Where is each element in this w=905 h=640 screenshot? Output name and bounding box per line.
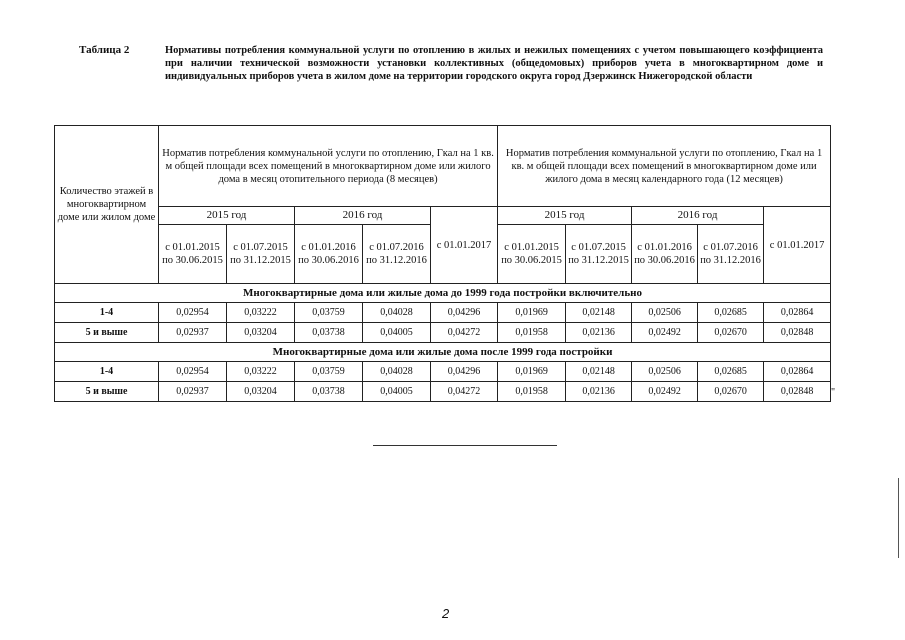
value-cell: 0,02685 (698, 362, 764, 382)
year-header: 2016 год (632, 207, 764, 225)
value-cell: 0,03738 (295, 323, 363, 343)
value-cell: 0,02492 (632, 382, 698, 402)
value-cell: 0,03204 (227, 382, 295, 402)
value-cell: 0,02685 (698, 303, 764, 323)
value-cell: 0,01958 (498, 323, 566, 343)
year-header: 2015 год (498, 207, 632, 225)
period-header: с 01.01.2017 (764, 207, 831, 284)
table-row (55, 362, 831, 382)
value-cell: 0,02136 (566, 323, 632, 343)
period-header: с 01.01.2015 по 30.06.2015 (498, 225, 566, 284)
value-cell: 0,02864 (764, 362, 831, 382)
period-header: с 01.01.2017 (431, 207, 498, 284)
separator-line (373, 445, 557, 446)
year-header: 2016 год (295, 207, 431, 225)
value-cell: 0,01969 (498, 362, 566, 382)
section-header: Многоквартирные дома или жилые дома до 1999 года постройки включительно (55, 284, 831, 303)
value-cell: 0,02848 (764, 382, 831, 402)
scan-margin-mark (898, 478, 899, 558)
value-cell: 0,02670 (698, 382, 764, 402)
period-header: с 01.07.2015 по 31.12.2015 (566, 225, 632, 284)
value-cell: 0,02937 (159, 382, 227, 402)
value-cell: 0,03204 (227, 323, 295, 343)
calendar-year-group-header: Норматив потребления коммунальной услуги по отоплению, Гкал на 1 кв. м общей площади всех помещений в многоквартирном доме или жилого дома в месяц календарного года (12 месяцев) (498, 126, 831, 207)
value-cell: 0,01969 (498, 303, 566, 323)
table-row (55, 323, 831, 343)
value-cell: 0,03759 (295, 303, 363, 323)
value-cell: 0,02954 (159, 362, 227, 382)
year-header: 2015 год (159, 207, 295, 225)
value-cell: 0,04272 (431, 382, 498, 402)
table-row (55, 303, 831, 323)
floors-cell: 1-4 (55, 303, 159, 323)
value-cell: 0,04005 (363, 382, 431, 402)
period-header: с 01.01.2016 по 30.06.2016 (295, 225, 363, 284)
table-caption-title: Нормативы потребления коммунальной услуги по отоплению в жилых и нежилых помещениях с учетом повышающего коэффициента при наличии технической возможности установки коллективных (общедомовых) приборов учета в многоквартирном доме и индивидуальных приборов учета в жилом доме на территории городского округа город Дзержинск Нижегородской области (165, 45, 823, 82)
value-cell: 0,02848 (764, 323, 831, 343)
value-cell: 0,03222 (227, 362, 295, 382)
value-cell: 0,01958 (498, 382, 566, 402)
value-cell: 0,03738 (295, 382, 363, 402)
value-cell: 0,04272 (431, 323, 498, 343)
heating-norms-table (54, 125, 831, 402)
value-cell: 0,02506 (632, 362, 698, 382)
section-header: Многоквартирные дома или жилые дома после 1999 года постройки (55, 343, 831, 362)
value-cell: 0,02954 (159, 303, 227, 323)
period-header: с 01.01.2015 по 30.06.2015 (159, 225, 227, 284)
floors-cell: 5 и выше (55, 382, 159, 402)
value-cell: 0,04296 (431, 362, 498, 382)
period-header: с 01.07.2016 по 31.12.2016 (698, 225, 764, 284)
value-cell: 0,02148 (566, 303, 632, 323)
value-cell: 0,04005 (363, 323, 431, 343)
table-caption-label: Таблица 2 (79, 44, 130, 56)
value-cell: 0,04028 (363, 303, 431, 323)
floors-cell: 1-4 (55, 362, 159, 382)
value-cell: 0,02864 (764, 303, 831, 323)
value-cell: 0,02148 (566, 362, 632, 382)
closing-quote-mark: " (831, 387, 836, 398)
value-cell: 0,04028 (363, 362, 431, 382)
period-header: с 01.07.2016 по 31.12.2016 (363, 225, 431, 284)
value-cell: 0,02136 (566, 382, 632, 402)
value-cell: 0,04296 (431, 303, 498, 323)
value-cell: 0,03222 (227, 303, 295, 323)
period-header: с 01.07.2015 по 31.12.2015 (227, 225, 295, 284)
heating-period-group-header: Норматив потребления коммунальной услуги по отоплению, Гкал на 1 кв. м общей площади всех помещений в многоквартирном доме или жилого дома в месяц отопительного периода (8 месяцев) (159, 126, 498, 207)
floors-cell: 5 и выше (55, 323, 159, 343)
value-cell: 0,02937 (159, 323, 227, 343)
value-cell: 0,02492 (632, 323, 698, 343)
page-number: 2 (442, 606, 450, 621)
value-cell: 0,02506 (632, 303, 698, 323)
table-row (55, 382, 831, 402)
value-cell: 0,03759 (295, 362, 363, 382)
period-header: с 01.01.2016 по 30.06.2016 (632, 225, 698, 284)
floors-column-header: Количество этажей в многоквартирном доме или жилом доме (55, 126, 159, 284)
value-cell: 0,02670 (698, 323, 764, 343)
